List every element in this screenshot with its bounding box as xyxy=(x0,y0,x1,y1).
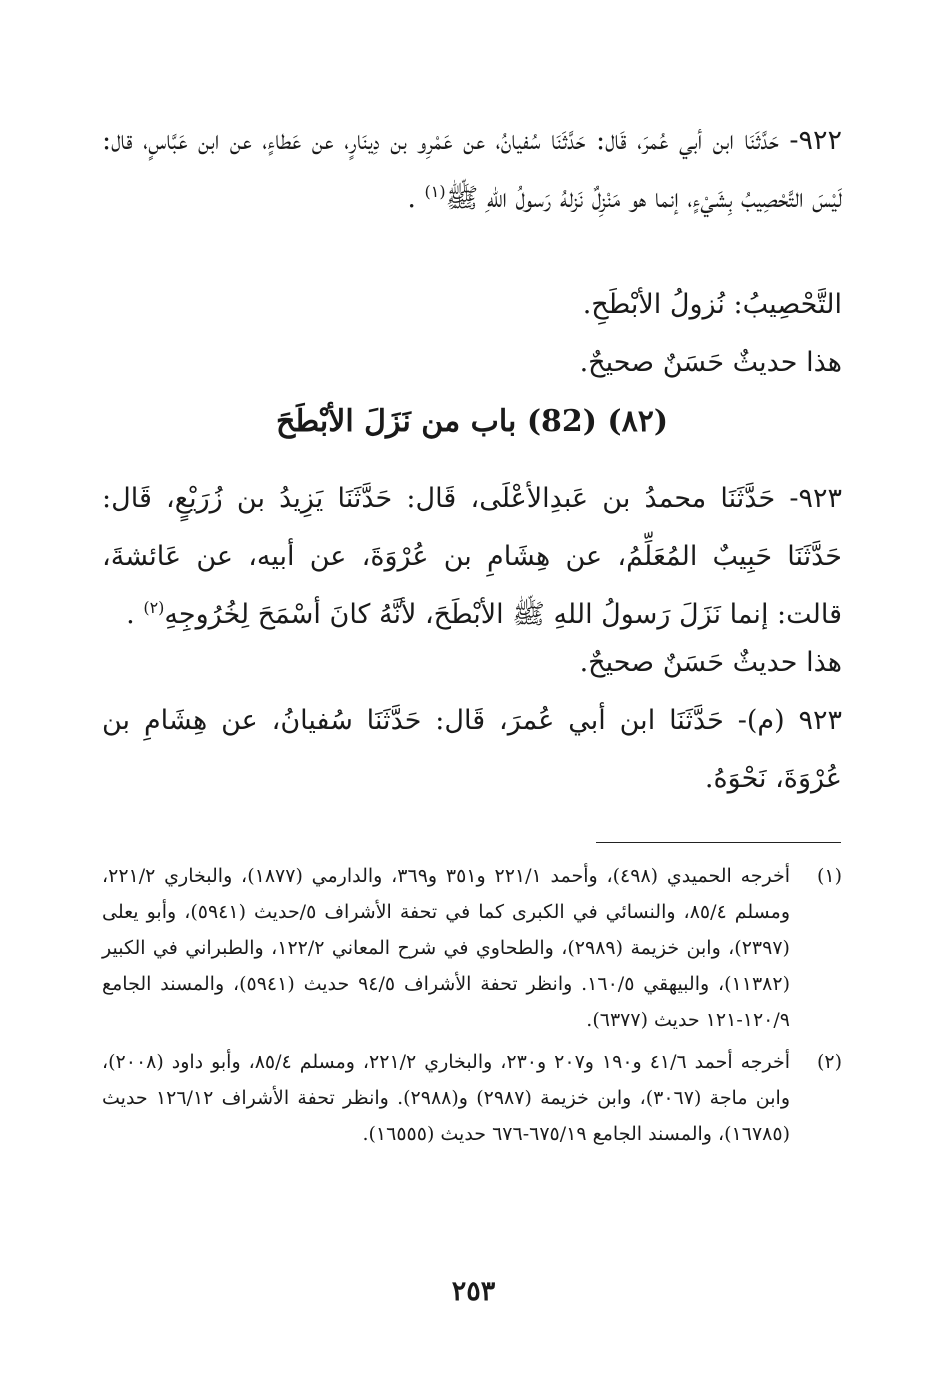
page-number: ٢٥٣ xyxy=(451,1276,496,1307)
hadith-923-text: ٩٢٣- حَدَّثَنَا محمدُ بن عَبدِالأعْلَى، قَال: حَدَّثَنَا يَزِيدُ بن زُرَيْعٍ، قَال: حَدَّثَنَا حَبِيبٌ المُعَلِّمُ، عن هِشَامِ بن عُرْوَةَ، عن أبيه، عن عَائشةَ، قالت: إنما نَزَلَ رَسولُ اللهِ ﷺ الأبْطَحَ، لأنَّهُ كانَ أسْمَحَ لِخُرُوجِهِ xyxy=(102,483,842,630)
footnote-marker-2[interactable]: (٢) xyxy=(143,598,165,617)
hadith-922-end: . xyxy=(407,183,425,214)
footnote-2-number: (٢) xyxy=(816,1051,842,1073)
footnote-separator xyxy=(596,842,841,843)
chapter-heading: (٨٢) (82) باب من نَزَلَ الأبْطَحَ xyxy=(275,404,669,439)
footnote-1-number: (١) xyxy=(816,865,842,887)
hadith-923-end: . xyxy=(126,599,144,630)
hadith-923-paragraph xyxy=(102,470,842,644)
hadith-923m-paragraph: ٩٢٣ (م)- حَدَّثَنَا ابن أبي عُمرَ، قَال: حَدَّثَنَا سُفيانُ، عن هِشَامِ بن عُرْوَةَ، نَحْوَهُ. xyxy=(102,705,842,794)
footnote-2-text: أخرجه أحمد ٤١/٦ و١٩٠ و٢٠٧ و٢٣٠، والبخاري ٢٢١/٢، ومسلم ٨٥/٤، وأبو داود (٢٠٠٨)، وابن ماجة (٣٠٦٧)، وابن خزيمة (٢٩٨٧) و(٢٩٨٨). وانظر تحفة الأشراف ١٢٦/١٢ حديث (١٦٧٨٥)، والمسند الجامع ٦٧٥/١٩-٦٧٦ حديث (١٦٥٥٥). xyxy=(102,1051,791,1145)
hadith-922-grade: هذا حديثٌ حَسَنٌ صحيحٌ. xyxy=(579,347,842,378)
hadith-923-grade: هذا حديثٌ حَسَنٌ صحيحٌ. xyxy=(579,647,842,678)
gloss-tahsib: التَّحْصِيبُ: نُزولُ الأبْطَحِ. xyxy=(582,289,842,320)
footnote-1-text: أخرجه الحميدي (٤٩٨)، وأحمد ٢٢١/١ و٣٥١ و٣٦٩، والدارمي (١٨٧٧)، والبخاري ٢٢١/٢، ومسلم ٨٥/٤، والنسائي في الكبرى كما في تحفة الأشراف ٥/حديث (٥٩٤١)، وأبو يعلى (٢٣٩٧)، وابن خزيمة (٢٩٨٩)، والطحاوي في شرح المعاني ١٢٢/٢، والطبراني في الكبير (١١٣٨٢)، والبيهقي ١٦٠/٥. وانظر تحفة الأشراف ٩٤/٥ حديث (٥٩٤١)، والمسند الجامع ١٢٠/٩-١٢١ حديث (٦٣٧٧). xyxy=(102,865,791,1031)
footnote-2 xyxy=(102,1044,842,1152)
footnote-1 xyxy=(102,858,842,1038)
hadith-922-text: ٩٢٢- حَدَّثَنَا ابن أبي عُمرَ، قَال: حَدَّثَنَا سُفيانُ، عن عَمْرِو بن دِينَارٍ، عن عَطاءٍ، عن ابن عَبَّاسٍ، قال: لَيْسَ التَّحْصِيبُ بِشَيْءٍ، إنما هو مَنْزِلٌ نَزلهُ رَسولُ اللهِ ﷺ xyxy=(102,125,842,214)
footnotes xyxy=(102,858,842,1158)
hadith-922-paragraph xyxy=(102,112,842,228)
footnote-marker-1[interactable]: (١) xyxy=(424,182,446,201)
